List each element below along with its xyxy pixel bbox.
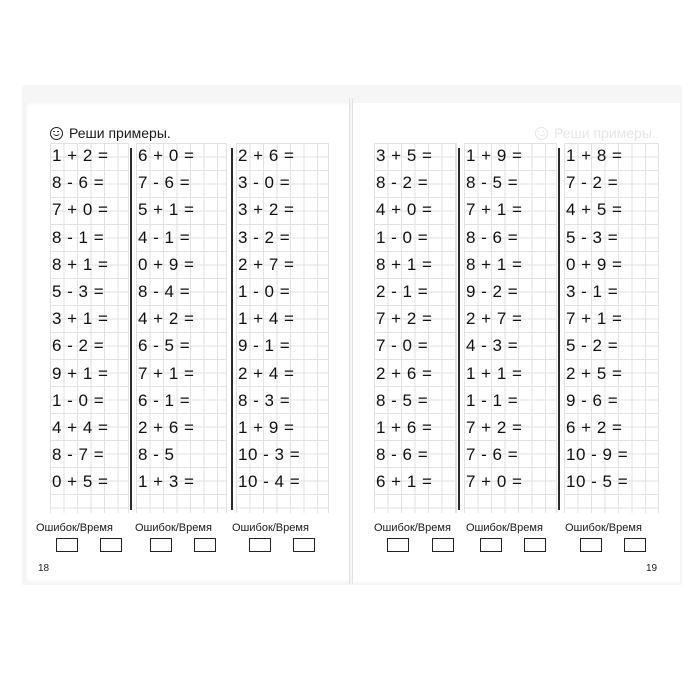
- equation: 1 - 0 =: [238, 282, 291, 301]
- equation: 1 - 0 =: [376, 227, 429, 247]
- left-heading-text: Реши примеры.: [69, 125, 171, 141]
- equation: 8 - 3 =: [238, 390, 291, 410]
- equation: 7 - 6 =: [138, 173, 191, 193]
- equation: 5 + 1 =: [138, 200, 195, 220]
- column-divider: [458, 148, 460, 510]
- equation: 10 - 5 =: [566, 472, 629, 492]
- column-divider: [130, 148, 132, 510]
- column-divider: [231, 148, 233, 510]
- time-answer-box[interactable]: [293, 538, 315, 552]
- right-heading-text: Реши примеры.: [554, 125, 656, 141]
- equation: 2 + 6 =: [238, 146, 295, 165]
- equation: 6 + 0 =: [138, 146, 195, 165]
- equation: 5 - 3 =: [52, 282, 105, 301]
- equation: 6 - 2 =: [52, 336, 105, 356]
- equation: 9 + 1 =: [52, 363, 109, 383]
- right-heading-bleedthrough: [535, 125, 656, 141]
- equation: 1 + 9 =: [238, 418, 295, 437]
- equation: 1 - 1 =: [466, 390, 519, 410]
- left-heading: [50, 125, 171, 141]
- equation: 1 + 1 =: [466, 363, 523, 383]
- equation: 8 + 1 =: [466, 254, 523, 274]
- equation: 2 + 7 =: [238, 254, 295, 274]
- equation: 8 - 5: [138, 445, 175, 465]
- time-answer-box[interactable]: [194, 538, 216, 552]
- left-column-2: [136, 143, 227, 513]
- equation: 2 + 6 =: [376, 363, 433, 383]
- equation: 7 + 1 =: [566, 309, 623, 329]
- equation: 8 - 4 =: [138, 282, 191, 301]
- equation: 8 + 1 =: [376, 254, 433, 274]
- errors-time-label: Ошибок/Время: [135, 522, 212, 534]
- equation: 1 + 9 =: [466, 146, 523, 165]
- time-answer-box[interactable]: [624, 538, 646, 552]
- time-answer-box[interactable]: [524, 538, 546, 552]
- equation: 4 + 2 =: [138, 309, 195, 329]
- equation: 7 + 1 =: [466, 200, 523, 220]
- equation: 1 + 4 =: [238, 309, 295, 329]
- equation: 0 + 9 =: [138, 254, 195, 274]
- equation: 2 - 1 =: [376, 282, 429, 301]
- equation: 1 + 2 =: [52, 146, 109, 165]
- equation: 0 + 5 =: [52, 472, 109, 492]
- equation: 7 + 2 =: [466, 418, 523, 437]
- page-number-right: 19: [646, 563, 658, 574]
- errors-time-label: Ошибок/Время: [466, 522, 543, 534]
- time-answer-box[interactable]: [432, 538, 454, 552]
- right-column-3: [564, 143, 659, 513]
- equation: 3 - 2 =: [238, 227, 291, 247]
- left-column-1: [50, 143, 129, 513]
- errors-time-label: Ошибок/Время: [36, 522, 113, 534]
- equation: 8 - 6 =: [52, 173, 105, 193]
- right-column-1: [374, 143, 457, 513]
- book-spine: [349, 98, 353, 584]
- equation: 8 - 5 =: [466, 173, 519, 193]
- equation: 6 + 2 =: [566, 418, 623, 437]
- equation: 7 - 0 =: [376, 336, 429, 356]
- equation: 7 - 6 =: [466, 445, 519, 465]
- equation: 0 + 9 =: [566, 254, 623, 274]
- equation: 4 + 4 =: [52, 418, 109, 437]
- left-column-3: [236, 143, 329, 513]
- equation: 8 - 6 =: [376, 445, 429, 465]
- equation: 4 - 1 =: [138, 227, 191, 247]
- time-answer-box[interactable]: [100, 538, 122, 552]
- equation: 5 - 3 =: [566, 227, 619, 247]
- equation: 10 - 3 =: [238, 445, 301, 465]
- equation: 8 - 2 =: [376, 173, 429, 193]
- equation: 4 + 0 =: [376, 200, 433, 220]
- equation: 8 - 7 =: [52, 445, 105, 465]
- equation: 10 - 4 =: [238, 472, 301, 492]
- column-divider: [558, 148, 560, 510]
- equation: 1 + 3 =: [138, 472, 195, 492]
- errors-answer-box[interactable]: [387, 538, 409, 552]
- equation: 1 - 0 =: [52, 390, 105, 410]
- equation: 1 + 8 =: [566, 146, 623, 165]
- errors-time-label: Ошибок/Время: [374, 522, 451, 534]
- smiley-icon: [535, 127, 548, 140]
- right-column-2: [464, 143, 557, 513]
- page-number-left: 18: [38, 563, 50, 574]
- equation: 3 - 0 =: [238, 173, 291, 193]
- equation: 2 + 5 =: [566, 363, 623, 383]
- equation: 1 + 6 =: [376, 418, 433, 437]
- errors-answer-box[interactable]: [580, 538, 602, 552]
- equation: 4 - 3 =: [466, 336, 519, 356]
- equation: 6 + 1 =: [376, 472, 433, 492]
- equation: 2 + 6 =: [138, 418, 195, 437]
- equation: 9 - 2 =: [466, 282, 519, 301]
- equation: 4 + 5 =: [566, 200, 623, 220]
- equation: 8 - 5 =: [376, 390, 429, 410]
- equation: 5 - 2 =: [566, 336, 619, 356]
- equation: 3 - 1 =: [566, 282, 619, 301]
- equation: 7 - 2 =: [566, 173, 619, 193]
- equation: 3 + 1 =: [52, 309, 109, 329]
- errors-answer-box[interactable]: [150, 538, 172, 552]
- errors-time-label: Ошибок/Время: [232, 522, 309, 534]
- smiley-icon: [50, 127, 63, 140]
- equation: 7 + 2 =: [376, 309, 433, 329]
- errors-answer-box[interactable]: [249, 538, 271, 552]
- equation: 7 + 0 =: [466, 472, 523, 492]
- equation: 8 - 6 =: [466, 227, 519, 247]
- equation: 10 - 9 =: [566, 445, 629, 465]
- equation: 9 - 6 =: [566, 390, 619, 410]
- equation: 6 - 1 =: [138, 390, 191, 410]
- equation: 2 + 4 =: [238, 363, 295, 383]
- equation: 9 - 1 =: [238, 336, 291, 356]
- errors-time-label: Ошибок/Время: [565, 522, 642, 534]
- equation: 3 + 2 =: [238, 200, 295, 220]
- equation: 7 + 1 =: [138, 363, 195, 383]
- equation: 8 + 1 =: [52, 254, 109, 274]
- equation: 3 + 5 =: [376, 146, 433, 165]
- errors-answer-box[interactable]: [56, 538, 78, 552]
- equation: 6 - 5 =: [138, 336, 191, 356]
- equation: 7 + 0 =: [52, 200, 109, 220]
- equation: 2 + 7 =: [466, 309, 523, 329]
- equation: 8 - 1 =: [52, 227, 105, 247]
- errors-answer-box[interactable]: [480, 538, 502, 552]
